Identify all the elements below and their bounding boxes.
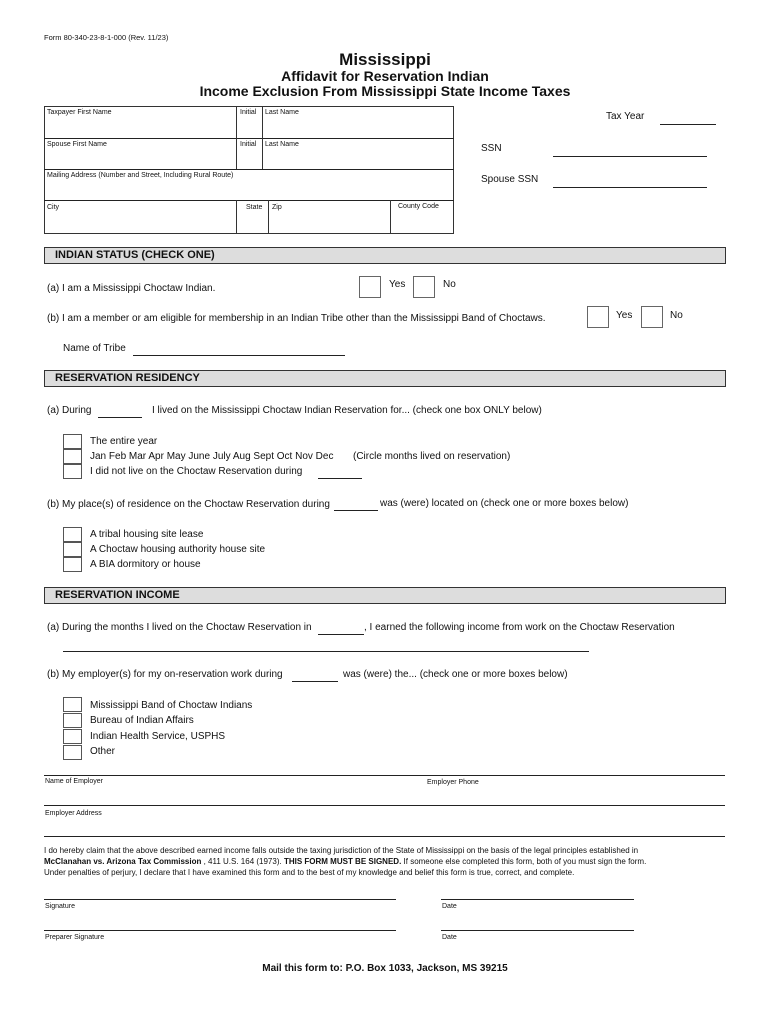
indian-status-header: INDIAN STATUS (CHECK ONE) [44,247,726,264]
entire-year-checkbox[interactable] [63,434,82,449]
tribe-name-input[interactable] [133,355,345,356]
circle-months-note: (Circle months lived on reservation) [353,451,511,462]
ihs-label: Indian Health Service, USPHS [90,731,226,742]
residency-b-prefix: (b) My place(s) of residence on the Choctaw Reservation during [47,499,330,510]
bia-checkbox[interactable] [63,713,82,728]
status-a-text: (a) I am a Mississippi Choctaw Indian. [47,283,216,294]
months-label[interactable]: Jan Feb Mar Apr May June July Aug Sept Oct Nov Dec [90,451,334,462]
spouse-ssn-input[interactable] [553,187,707,188]
mailing-instructions: Mail this form to: P.O. Box 1033, Jackson, MS 39215 [262,963,508,974]
form-id: Form 80-340-23-8-1-000 (Rev. 11/23) [44,33,169,42]
form-title-line1: Affidavit for Reservation Indian [281,68,489,84]
bia-label: Bureau of Indian Affairs [90,715,194,726]
residency-b-text: was (were) located on (check one or more boxes below) [380,498,629,509]
mbci-checkbox[interactable] [63,697,82,712]
spouse-initial-field[interactable]: Initial [240,141,257,148]
declaration-text: I do hereby claim that the above described earned income falls outside the taxing jurisdiction of the State of Mississippi on the basis of the legal principles established in McClanahan vs. Arizona Tax Commission , 411 U.S. 164 (1973). THIS FORM MUST BE SIGNED. If someone else completed this form, both of you must sign the form. Under penalties of perjury, I declare that I have examined this form and to the best of my knowledge and belief this form is true, correct, and complete. [44,846,647,877]
employer-address-label: Employer Address [45,810,102,817]
entire-year-label: The entire year [90,436,158,447]
employer-phone-label: Employer Phone [427,779,479,786]
status-b-yes-label: Yes [616,310,633,321]
state-field[interactable]: State [246,204,263,211]
other-employer-checkbox[interactable] [63,745,82,760]
bia-dormitory-label: A BIA dormitory or house [90,559,201,570]
signature-label: Signature [45,903,75,910]
did-not-live-year-input[interactable] [318,478,362,479]
status-a-no-checkbox[interactable] [413,276,435,298]
residency-header: RESERVATION RESIDENCY [44,370,726,387]
choctaw-housing-label: A Choctaw housing authority house site [90,544,266,555]
status-a-yes-checkbox[interactable] [359,276,381,298]
did-not-live-label: I did not live on the Choctaw Reservation during [90,466,303,477]
bia-dormitory-checkbox[interactable] [63,557,82,572]
taxpayer-last-name-field[interactable]: Last Name [265,109,299,116]
ihs-checkbox[interactable] [63,729,82,744]
signature-input[interactable] [44,899,396,900]
months-checkbox[interactable] [63,449,82,464]
form-title-line2: Income Exclusion From Mississippi State Income Taxes [199,83,571,99]
ssn-input[interactable] [553,156,707,157]
residency-a-prefix: (a) During [47,405,92,416]
spouse-ssn-label: Spouse SSN [481,174,539,185]
preparer-date-input[interactable] [441,930,634,931]
taxpayer-first-name-field[interactable]: Taxpayer First Name [47,109,112,116]
preparer-signature-input[interactable] [44,930,396,931]
preparer-signature-label: Preparer Signature [45,934,105,941]
spouse-last-name-field[interactable]: Last Name [265,141,299,148]
choctaw-housing-checkbox[interactable] [63,542,82,557]
tribal-housing-checkbox[interactable] [63,527,82,542]
county-code-field[interactable]: County Code [398,203,439,210]
status-a-no-label: No [443,279,456,290]
mailing-address-field[interactable]: Mailing Address (Number and Street, Including Rural Route) [47,172,234,179]
income-b-prefix: (b) My employer(s) for my on-reservation work during [47,669,283,680]
spouse-first-name-field[interactable]: Spouse First Name [47,141,107,148]
income-b-year-input[interactable] [292,681,338,682]
status-b-yes-checkbox[interactable] [587,306,609,328]
preparer-date-label: Date [442,934,457,941]
ssn-label: SSN [481,143,502,154]
tax-year-label: Tax Year [606,111,645,122]
residency-a-text: I lived on the Mississippi Choctaw Indian Reservation for... (check one box ONLY below) [152,405,542,416]
employer-address-input[interactable] [44,805,725,806]
tribal-housing-label: A tribal housing site lease [90,529,204,540]
income-description-input[interactable] [63,651,589,652]
tax-year-input[interactable] [660,124,716,125]
employer-name-label: Name of Employer [45,778,103,785]
status-b-no-label: No [670,310,683,321]
city-field[interactable]: City [47,204,60,211]
did-not-live-checkbox[interactable] [63,464,82,479]
income-header: RESERVATION INCOME [44,587,726,604]
mbci-label: Mississippi Band of Choctaw Indians [90,700,253,711]
status-b-no-checkbox[interactable] [641,306,663,328]
form-title-state: Mississippi [339,50,431,69]
signature-date-input[interactable] [441,899,634,900]
income-a-year-input[interactable] [318,634,364,635]
zip-field[interactable]: Zip [272,204,282,211]
signature-date-label: Date [442,903,457,910]
income-a-prefix: (a) During the months I lived on the Choctaw Reservation in [47,622,312,633]
residency-a-year-input[interactable] [98,417,142,418]
taxpayer-info-grid [44,106,454,234]
employer-name-input[interactable] [44,775,725,776]
residency-b-year-input[interactable] [334,510,378,511]
other-employer-label: Other [90,746,116,757]
taxpayer-initial-field[interactable]: Initial [240,109,257,116]
status-b-text: (b) I am a member or am eligible for membership in an Indian Tribe other than the Mississippi Band of Choctaws. [47,313,546,324]
status-a-yes-label: Yes [389,279,406,290]
income-b-text: was (were) the... (check one or more boxes below) [343,669,568,680]
tribe-name-label: Name of Tribe [63,343,126,354]
income-a-text: , I earned the following income from work on the Choctaw Reservation [364,622,675,633]
